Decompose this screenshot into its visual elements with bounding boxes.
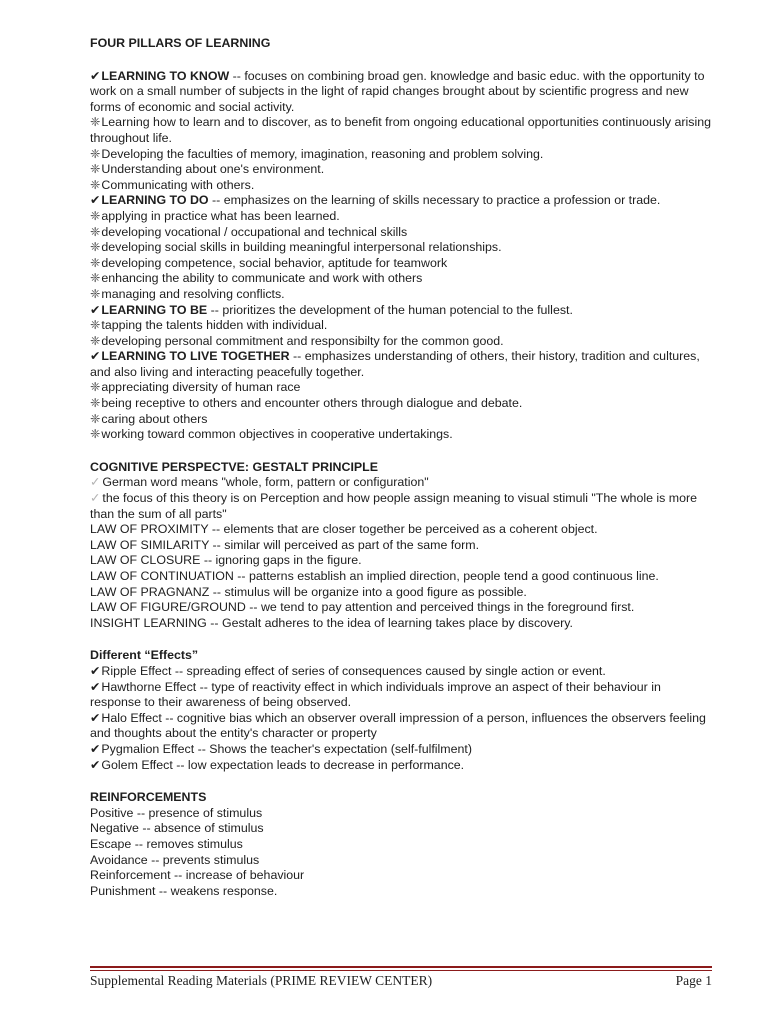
list-item-text: developing competence, social behavior, aptitude for teamwork xyxy=(101,255,448,270)
check-icon: ✔ xyxy=(90,757,101,772)
list-item xyxy=(90,147,712,163)
list-item xyxy=(90,380,712,396)
pillar-desc: -- emphasizes understanding of others, their history, tradition and cultures, and also living and interacting peacefully together. xyxy=(90,349,700,379)
gestalt-note-text: the focus of this theory is on Perception and how people assign meaning to visual stimuli "The whole is more than the sum of all parts" xyxy=(90,491,698,521)
check-icon: ✔ xyxy=(90,741,101,756)
list-item-text: applying in practice what has been learned. xyxy=(101,208,340,223)
check-icon: ✔ xyxy=(90,663,101,678)
effect-text: Hawthorne Effect -- type of reactivity effect in which individuals improve an aspect of their behaviour in response to their awareness of being observed. xyxy=(90,679,661,710)
reinforcement-item: Escape -- removes stimulus xyxy=(90,836,243,851)
footer-divider-thin xyxy=(90,970,712,971)
list-item-text: developing vocational / occupational and technical skills xyxy=(101,224,408,239)
light-check-icon: ✓ xyxy=(90,475,101,490)
reinforcement-item: Negative -- absence of stimulus xyxy=(90,821,264,836)
page-number: Page 1 xyxy=(675,973,712,988)
list-item xyxy=(90,256,712,272)
gestalt-law: LAW OF CLOSURE -- ignoring gaps in the figure. xyxy=(90,553,362,568)
pillar-learning-to-live-together xyxy=(90,349,712,380)
spacer xyxy=(90,52,712,69)
list-item-text: Understanding about one's environment. xyxy=(101,162,325,177)
pillar-learning-to-do xyxy=(90,193,712,209)
list-item-text: being receptive to others and encounter others through dialogue and debate. xyxy=(101,396,523,411)
spacer xyxy=(90,631,712,648)
reinforcements-heading: REINFORCEMENTS xyxy=(90,790,207,805)
footer-source: Supplemental Reading Materials (PRIME REVIEW CENTER) xyxy=(90,973,433,988)
list-item xyxy=(90,271,712,287)
check-icon: ✔ xyxy=(90,68,101,83)
document-body xyxy=(90,36,712,899)
effect-item xyxy=(90,758,712,774)
bullet-icon: ❈ xyxy=(90,380,101,395)
list-item xyxy=(90,396,712,412)
pillar-desc: -- prioritizes the development of the human potencial to the fullest. xyxy=(207,302,573,317)
bullet-icon: ❈ xyxy=(90,146,101,161)
list-item xyxy=(90,318,712,334)
pillar-desc: -- focuses on combining broad gen. knowledge and basic educ. with the opportunity to work on a small number of subjects in the light of rapid changes brought about by scientific progress and new forms of economic and social activity. xyxy=(90,68,705,114)
bullet-icon: ❈ xyxy=(90,177,101,192)
bullet-icon: ❈ xyxy=(90,271,101,286)
list-item-text: enhancing the ability to communicate and work with others xyxy=(101,271,423,286)
effect-text: Ripple Effect -- spreading effect of series of consequences caused by single action or event. xyxy=(101,663,606,678)
pillar-lead: LEARNING TO DO xyxy=(101,193,209,208)
effect-item xyxy=(90,742,712,758)
list-item xyxy=(90,287,712,303)
list-item-text: appreciating diversity of human race xyxy=(101,380,301,395)
list-item xyxy=(90,334,712,350)
check-icon: ✔ xyxy=(90,193,101,208)
effect-text: Golem Effect -- low expectation leads to decrease in performance. xyxy=(101,757,465,772)
gestalt-law: INSIGHT LEARNING -- Gestalt adheres to the idea of learning takes place by discovery. xyxy=(90,615,573,630)
list-item xyxy=(90,162,712,178)
list-item-text: developing social skills in building meaningful interpersonal relationships. xyxy=(101,240,502,255)
bullet-icon: ❈ xyxy=(90,224,101,239)
effect-item xyxy=(90,711,712,742)
bullet-icon: ❈ xyxy=(90,286,101,301)
pillar-learning-to-be xyxy=(90,303,712,319)
gestalt-heading: COGNITIVE PERSPECTVE: GESTALT PRINCIPLE xyxy=(90,459,378,474)
pillar-lead: LEARNING TO KNOW xyxy=(101,68,230,83)
pillar-lead: LEARNING TO BE xyxy=(101,302,208,317)
bullet-icon: ❈ xyxy=(90,318,101,333)
list-item xyxy=(90,240,712,256)
page-title: FOUR PILLARS OF LEARNING xyxy=(90,36,271,50)
check-icon: ✔ xyxy=(90,302,101,317)
list-item-text: managing and resolving conflicts. xyxy=(101,286,285,301)
pillar-learning-to-know xyxy=(90,69,712,116)
effect-item xyxy=(90,680,712,711)
spacer xyxy=(90,443,712,460)
gestalt-law: LAW OF PROXIMITY -- elements that are closer together be perceived as a coherent object. xyxy=(90,522,598,537)
bullet-icon: ❈ xyxy=(90,411,101,426)
gestalt-law: LAW OF FIGURE/GROUND -- we tend to pay attention and perceived things in the foreground first. xyxy=(90,600,635,615)
list-item-text: Communicating with others. xyxy=(101,177,255,192)
pillar-desc: -- emphasizes on the learning of skills necessary to practice a profession or trade. xyxy=(208,193,661,208)
effect-text: Halo Effect -- cognitive bias which an observer overall impression of a person, influences the observers feeling and thoughts about the entity's character or property xyxy=(90,710,706,741)
bullet-icon: ❈ xyxy=(90,255,101,270)
list-item xyxy=(90,225,712,241)
list-item-text: caring about others xyxy=(101,411,208,426)
effect-text: Pygmalion Effect -- Shows the teacher's expectation (self-fulfilment) xyxy=(101,741,472,756)
reinforcement-item: Positive -- presence of stimulus xyxy=(90,805,263,820)
bullet-icon: ❈ xyxy=(90,240,101,255)
gestalt-note xyxy=(90,475,712,491)
list-item xyxy=(90,115,712,146)
spacer xyxy=(90,773,712,790)
bullet-icon: ❈ xyxy=(90,115,101,130)
bullet-icon: ❈ xyxy=(90,162,101,177)
light-check-icon: ✓ xyxy=(90,491,101,506)
gestalt-note-text: German word means "whole, form, pattern or configuration" xyxy=(102,475,429,490)
reinforcement-item: Punishment -- weakens response. xyxy=(90,883,278,898)
reinforcement-item: Avoidance -- prevents stimulus xyxy=(90,852,260,867)
list-item xyxy=(90,427,712,443)
list-item-text: Developing the faculties of memory, imagination, reasoning and problem solving. xyxy=(101,146,544,161)
page-footer xyxy=(90,973,712,989)
gestalt-law: LAW OF SIMILARITY -- similar will perceived as part of the same form. xyxy=(90,537,480,552)
effects-heading: Different “Effects” xyxy=(90,648,199,663)
list-item xyxy=(90,178,712,194)
bullet-icon: ❈ xyxy=(90,396,101,411)
check-icon: ✔ xyxy=(90,349,101,364)
list-item-text: Learning how to learn and to discover, as to benefit from ongoing educational opportunities continuously arising throughout life. xyxy=(90,115,711,145)
bullet-icon: ❈ xyxy=(90,333,101,348)
gestalt-law: LAW OF PRAGNANZ -- stimulus will be organize into a good figure as possible. xyxy=(90,584,527,599)
gestalt-note xyxy=(90,491,712,522)
check-icon: ✔ xyxy=(90,679,101,694)
bullet-icon: ❈ xyxy=(90,427,101,442)
pillar-lead: LEARNING TO LIVE TOGETHER xyxy=(101,349,290,364)
reinforcement-item: Reinforcement -- increase of behaviour xyxy=(90,868,305,883)
list-item-text: tapping the talents hidden with individual. xyxy=(101,318,328,333)
list-item xyxy=(90,209,712,225)
footer-divider xyxy=(90,966,712,968)
list-item xyxy=(90,412,712,428)
effect-item xyxy=(90,664,712,680)
bullet-icon: ❈ xyxy=(90,208,101,223)
list-item-text: working toward common objectives in cooperative undertakings. xyxy=(101,427,453,442)
check-icon: ✔ xyxy=(90,710,101,725)
list-item-text: developing personal commitment and responsibilty for the common good. xyxy=(101,333,504,348)
gestalt-law: LAW OF CONTINUATION -- patterns establish an implied direction, people tend a good continuous line. xyxy=(90,569,659,583)
